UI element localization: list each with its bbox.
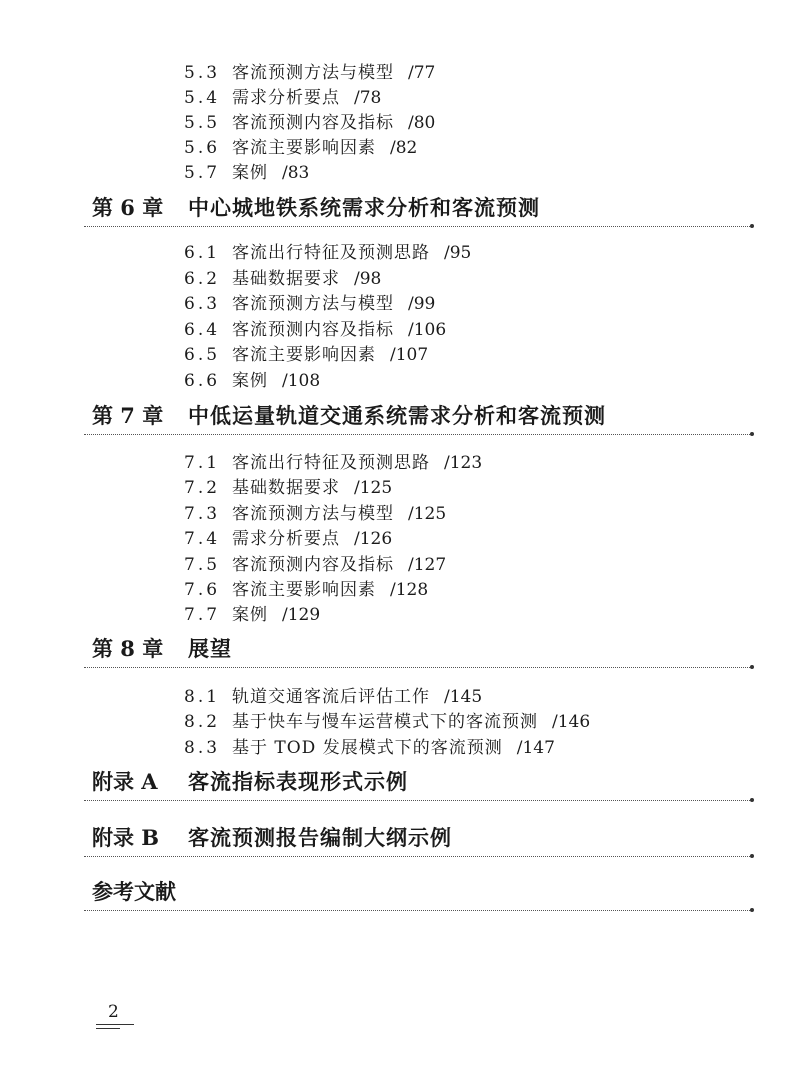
entry-number: 7.4 [184, 529, 221, 549]
toc-entry[interactable] [184, 344, 428, 366]
toc-entry[interactable] [184, 579, 428, 601]
entry-title: 基础数据要求 [232, 478, 340, 498]
dotted-rule [84, 800, 752, 801]
entry-page: /129 [282, 605, 321, 625]
entry-number: 5.7 [184, 163, 221, 183]
appendix-a-heading[interactable] [92, 767, 752, 801]
entry-title: 案例 [232, 371, 268, 391]
entry-page: /106 [408, 320, 447, 340]
entry-page: /126 [354, 529, 393, 549]
references-label: 参考文献 [92, 879, 176, 904]
page-number-rule [96, 1024, 134, 1025]
entry-title: 客流预测方法与模型 [232, 504, 394, 524]
entry-page: /108 [282, 371, 321, 391]
entry-number: 5.6 [184, 138, 221, 158]
entry-page: /98 [354, 269, 382, 289]
entry-title: 客流预测内容及指标 [232, 113, 394, 133]
toc-entry[interactable] [184, 242, 471, 264]
appendix-title: 客流预测报告编制大纲示例 [188, 825, 452, 850]
entry-title: 基于快车与慢车运营模式下的客流预测 [232, 712, 538, 732]
toc-entry[interactable] [184, 370, 320, 392]
toc-entry[interactable] [184, 737, 555, 759]
toc-entry[interactable] [184, 604, 320, 626]
entry-title: 案例 [232, 605, 268, 625]
chapter-title: 展望 [188, 636, 232, 661]
dotted-rule [84, 226, 752, 227]
chapter-title: 中低运量轨道交通系统需求分析和客流预测 [188, 403, 606, 428]
entry-title: 需求分析要点 [232, 529, 340, 549]
entry-page: /99 [408, 294, 436, 314]
chapter-title: 中心城地铁系统需求分析和客流预测 [188, 195, 540, 220]
entry-title: 客流预测内容及指标 [232, 320, 394, 340]
chapter-6-heading[interactable] [92, 193, 752, 227]
entry-title: 客流主要影响因素 [232, 580, 376, 600]
entry-page: /83 [282, 163, 310, 183]
chapter-8-heading[interactable] [92, 634, 752, 668]
entry-number: 7.7 [184, 605, 221, 625]
entry-page: /128 [390, 580, 429, 600]
toc-entry[interactable] [184, 62, 435, 84]
entry-title: 基于 TOD 发展模式下的客流预测 [232, 738, 503, 758]
entry-title: 客流主要影响因素 [232, 345, 376, 365]
entry-page: /127 [408, 555, 447, 575]
entry-title: 基础数据要求 [232, 269, 340, 289]
toc-entry[interactable] [184, 293, 435, 315]
chapter-label: 第 6 章 [92, 195, 164, 220]
entry-number: 5.3 [184, 63, 221, 83]
entry-title: 客流预测方法与模型 [232, 294, 394, 314]
entry-number: 7.2 [184, 478, 221, 498]
entry-title: 客流出行特征及预测思路 [232, 453, 430, 473]
entry-number: 6.2 [184, 269, 221, 289]
entry-title: 案例 [232, 163, 268, 183]
chapter-label: 第 7 章 [92, 403, 164, 428]
toc-entry[interactable] [184, 112, 435, 134]
entry-page: /80 [408, 113, 436, 133]
toc-entry[interactable] [184, 503, 446, 525]
toc-entry[interactable] [184, 554, 446, 576]
toc-entry[interactable] [184, 452, 482, 474]
entry-page: /95 [444, 243, 472, 263]
entry-page: /146 [552, 712, 591, 732]
toc-entry[interactable] [184, 137, 417, 159]
entry-page: /125 [408, 504, 447, 524]
entry-page: /77 [408, 63, 436, 83]
entry-title: 需求分析要点 [232, 88, 340, 108]
entry-title: 轨道交通客流后评估工作 [232, 687, 430, 707]
appendix-label: 附录 A [92, 769, 158, 794]
appendix-title: 客流指标表现形式示例 [188, 769, 408, 794]
entry-page: /147 [516, 738, 555, 758]
entry-number: 6.6 [184, 371, 221, 391]
toc-entry[interactable] [184, 87, 381, 109]
entry-number: 8.2 [184, 712, 221, 732]
entry-number: 6.1 [184, 243, 221, 263]
entry-number: 6.3 [184, 294, 221, 314]
entry-number: 5.5 [184, 113, 221, 133]
entry-page: /123 [444, 453, 483, 473]
entry-page: /107 [390, 345, 429, 365]
page-number: 2 [108, 1002, 119, 1022]
entry-title: 客流出行特征及预测思路 [232, 243, 430, 263]
page-number-rule [96, 1028, 120, 1029]
entry-number: 7.5 [184, 555, 221, 575]
toc-entry[interactable] [184, 268, 381, 290]
dotted-rule [84, 434, 752, 435]
entry-title: 客流预测方法与模型 [232, 63, 394, 83]
appendix-b-heading[interactable] [92, 823, 752, 857]
entry-title: 客流预测内容及指标 [232, 555, 394, 575]
toc-entry[interactable] [184, 162, 309, 184]
entry-title: 客流主要影响因素 [232, 138, 376, 158]
appendix-label: 附录 B [92, 825, 160, 850]
entry-number: 6.4 [184, 320, 221, 340]
dotted-rule [84, 856, 752, 857]
entry-number: 8.1 [184, 687, 221, 707]
chapter-7-heading[interactable] [92, 401, 752, 435]
entry-page: /82 [390, 138, 418, 158]
entry-number: 7.6 [184, 580, 221, 600]
dotted-rule [84, 667, 752, 668]
entry-number: 6.5 [184, 345, 221, 365]
entry-number: 7.3 [184, 504, 221, 524]
entry-page: /78 [354, 88, 382, 108]
entry-page: /125 [354, 478, 393, 498]
chapter-label: 第 8 章 [92, 636, 164, 661]
entry-number: 7.1 [184, 453, 221, 473]
references-heading[interactable] [92, 877, 752, 911]
entry-number: 5.4 [184, 88, 221, 108]
toc-entry[interactable] [184, 528, 392, 550]
toc-entry[interactable] [184, 686, 482, 708]
toc-entry[interactable] [184, 477, 392, 499]
entry-page: /145 [444, 687, 483, 707]
dotted-rule [84, 910, 752, 911]
entry-number: 8.3 [184, 738, 221, 758]
toc-entry[interactable] [184, 711, 590, 733]
toc-entry[interactable] [184, 319, 446, 341]
